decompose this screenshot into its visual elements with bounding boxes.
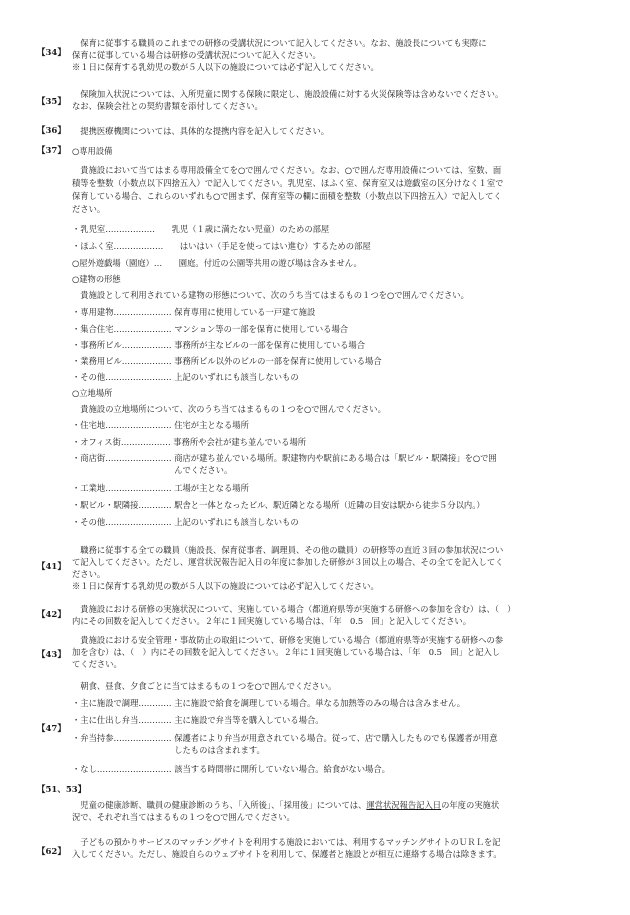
item-62-line: 入してください。ただし、施設自らのウェブサイトを利用して、保護者と施設とが相互に連絡する場合は除きます。 bbox=[72, 849, 502, 859]
item-37-location-option: ・工業地…………………… 工場が主となる場所 bbox=[72, 483, 249, 493]
item-37-heading-location: ○立地場所 bbox=[72, 388, 113, 398]
item-number-43: 【43】 bbox=[37, 650, 66, 660]
item-37-location-option: んでください。 bbox=[72, 465, 233, 475]
item-number-34: 【34】 bbox=[37, 48, 66, 58]
item-37-line: ださい。 bbox=[72, 204, 106, 214]
item-41-line: ださい。 bbox=[72, 569, 106, 579]
item-37-line: 保育している場合、これらのいずれも○で囲まず、保育室等の欄に面積を整数（小数点以下四捨五入）で記入してく bbox=[72, 191, 502, 201]
item-42-line: 貴施設における研修の実施状況について、実施している場合（都道府県等が実施する研修への参加を含む）は、（ ） bbox=[72, 604, 516, 614]
item-35-line-2: なお、保険会社との契約書類を添付してください。 bbox=[72, 101, 263, 111]
item-51-53-line-2: 況で、それぞれ当てはまるもの１つを○で囲んでください。 bbox=[72, 812, 295, 822]
item-number-41: 【41】 bbox=[37, 562, 66, 572]
item-37-location-option: ・駅ビル・駅隣接………… 駅舎と一体となったビル、駅近隣となる場所（近隣の目安は駅から徒歩５分以内。） bbox=[72, 500, 485, 510]
item-34-line-2: 保育に従事している場合は研修の受講状況について記入ください。 bbox=[72, 50, 321, 60]
item-37-building-option: ・業務用ビル……………… 事務所ビル以外のビルの一部を保育に使用している場合 bbox=[72, 356, 382, 366]
item-number-37: 【37】 bbox=[37, 146, 66, 156]
item-37-building-option: ・事務所ビル……………… 事務所が主なビルの一部を保育に使用している場合 bbox=[72, 340, 366, 350]
item-37-heading-building: ○建物の形態 bbox=[72, 274, 121, 284]
item-43-line: 加を含む）は、（ ）内にその回数を記入してください。２年に１回実施している場合は、「年 0.5 回」と記入し bbox=[72, 647, 501, 657]
item-37-building-option: ・専用建物………………… 保育専用に使用している一戸建て施設 bbox=[72, 307, 316, 317]
item-47-line: 朝食、昼食、夕食ごとに当てはまるもの１つを○で囲んでください。 bbox=[72, 681, 337, 691]
item-37-line: 貴施設において当てはまる専用設備全てを○で囲んでください。なお、○で囲んだ専用設備については、室数、面 bbox=[72, 165, 502, 175]
item-number-51-53: 【51、53】 bbox=[37, 785, 87, 795]
item-43-line: 貴施設における安全管理・事故防止の取組について、研修を実施している場合（都道府県等が実施する研修への参 bbox=[72, 635, 504, 645]
item-43-line: てください。 bbox=[72, 659, 122, 669]
item-number-62: 【62】 bbox=[37, 847, 66, 857]
underlined-date-phrase: 運営状況報告記入日 bbox=[366, 800, 442, 810]
item-41-line: ※１日に保育する乳幼児の数が５人以下の施設については必ず記入してください。 bbox=[72, 581, 379, 591]
item-41-line: 職務に従事する全ての職員（施設長、保育従事者、調理員、その他の職員）の研修等の直近３回の参加状況につい bbox=[72, 545, 504, 555]
item-number-36: 【36】 bbox=[37, 126, 66, 136]
item-number-35: 【35】 bbox=[37, 97, 66, 107]
item-51-53-text-before: 児童の健康診断、職員の健康診断のうち、「入所後」、「採用後」については、 bbox=[72, 800, 367, 810]
item-37-equipment-option: ・乳児室……………… 乳児（１歳に満たない児童）のための部屋 bbox=[72, 224, 330, 234]
item-34-line-1: 保育に従事する職員のこれまでの研修の受講状況について記入してください。なお、施設長についても実際に bbox=[72, 38, 487, 48]
item-42-line: 内にその回数を記入してください。２年に１回実施している場合は、「年 0.5 回」と記入してください。 bbox=[72, 616, 472, 626]
item-51-53-line-1 bbox=[72, 800, 499, 810]
item-36-line-1: 提携医療機関については、具体的な提携内容を記入してください。 bbox=[72, 126, 330, 136]
item-47-meal-option: したものは含まれます。 bbox=[72, 745, 265, 755]
item-35-line-1: 保険加入状況については、入所児童に関する保険に限定し、施設設備に対する火災保険等は含めないでください。 bbox=[72, 89, 504, 99]
item-37-location-option: ・オフィス街……………… 事務所や会社が建ち並んでいる場所 bbox=[72, 437, 307, 447]
item-51-53-text-after: の年度の実施状 bbox=[441, 800, 500, 810]
item-37-location-option: ・商店街…………………… 商店が建ち並んでいる場所。駅建物内や駅前にある場合は「駅ビル・駅隣接」を○で囲 bbox=[72, 453, 497, 463]
item-62-line: 子どもの預かりサービスのマッチングサイトを利用する施設においては、利用するマッチングサイトのＵＲＬを記 bbox=[72, 837, 501, 847]
item-37-location-option: ・その他…………………… 上記のいずれにも該当しないもの bbox=[72, 517, 299, 527]
item-37-equipment-option: ・ほふく室……………… はいはい（手足を使ってはい進む）するための部屋 bbox=[72, 241, 371, 251]
item-37-location-option: ・住宅地…………………… 住宅が主となる場所 bbox=[72, 420, 249, 430]
item-47-meal-option: ・主に施設で調理………… 主に施設で給食を調理している場合。単なる加熱等のみの場合は含みません。 bbox=[72, 698, 466, 708]
item-37-line: 積等を整数（小数点以下四捨五入）で記入してください。乳児室、ほふく室、保育室又は遊戯室の区分けなく１室で bbox=[72, 178, 504, 188]
item-41-line: て記入してください。ただし、運営状況報告記入日の年度に参加した研修が３回以上の場合、その全てを記入してく bbox=[72, 557, 504, 567]
item-number-42: 【42】 bbox=[37, 610, 66, 620]
item-37-heading-equipment: ○専用設備 bbox=[72, 146, 113, 156]
item-47-meal-option: ・主に仕出し弁当………… 主に施設で弁当等を購入している場合。 bbox=[72, 715, 324, 725]
item-37-line: 貴施設の立地場所について、次のうち当てはまるもの１つを○で囲んでください。 bbox=[72, 404, 386, 414]
item-37-line: 貴施設として利用されている建物の形態について、次のうち当てはまるもの１つを○で囲んでください。 bbox=[72, 290, 469, 300]
item-37-building-option: ・集合住宅………………… マンション等の一部を保育に使用している場合 bbox=[72, 324, 349, 334]
item-37-equipment-option: ○屋外遊戯場（園庭）… 園庭。付近の公園等共用の遊び場は含みません。 bbox=[72, 258, 362, 268]
item-number-47: 【47】 bbox=[37, 724, 66, 734]
item-47-meal-option: ・弁当持参………………… 保護者により弁当が用意されている場合。従って、店で購入したものでも保護者が用意 bbox=[72, 733, 498, 743]
item-37-building-option: ・その他…………………… 上記のいずれにも該当しないもの bbox=[72, 372, 299, 382]
item-34-line-3: ※１日に保育する乳幼児の数が５人以下の施設については必ず記入してください。 bbox=[72, 62, 379, 72]
item-47-meal-option: ・なし……………………… 該当する時間帯に開所していない場合。給食がない場合。 bbox=[72, 764, 390, 774]
